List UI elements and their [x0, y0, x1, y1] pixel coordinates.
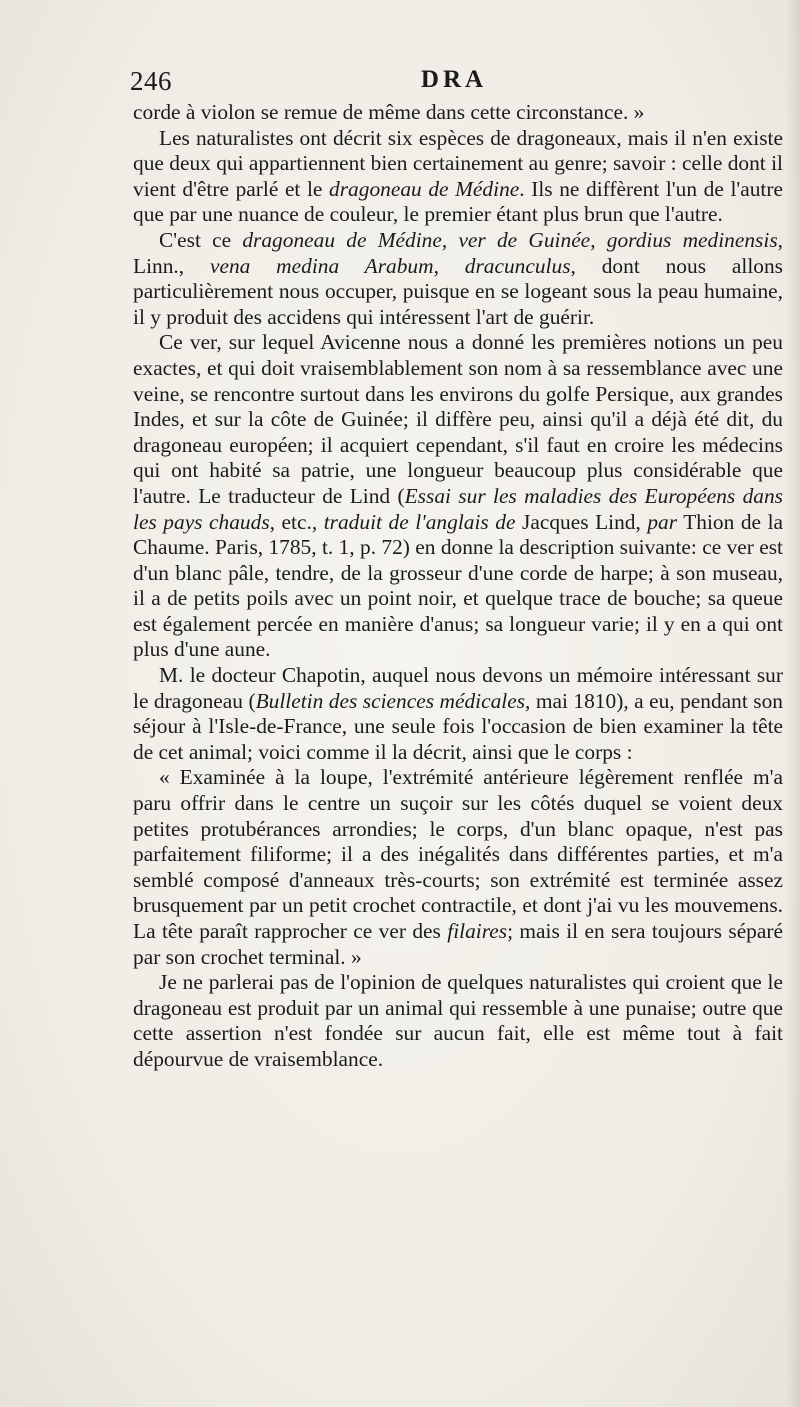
italic-text: ver de Guinée [458, 227, 591, 252]
paragraph [133, 126, 783, 228]
italic-text: dracunculus [464, 253, 571, 278]
text-run: Les naturalistes ont décrit six espèces de dragoneaux, mais il n'en existe que deux qui appartiennent bien certainement au genre; savoir : celle dont il vient d'être parlé et le [133, 125, 783, 201]
text-run: Thion de la Chaume. Paris, 1785, t. 1, p. 72) en donne la description suivante: ce ver est d'un blanc pâle, tendre, de la grosseur d'une corde de harpe; à son museau, il a de petits poils avec un point noir, et quelque trace de bouche; sa queue est également percée en manière d'anus; sa longueur varie; il y en a qui ont plus d'une aune. [133, 509, 784, 662]
page-number: 246 [130, 66, 172, 96]
text-run: corde à violon se remue de même dans cette circonstance. » [133, 100, 645, 124]
italic-text: traduit de l'anglais de [323, 509, 516, 534]
paragraph [133, 228, 783, 330]
text-run: , [590, 227, 607, 252]
italic-text: Bulletin des sciences médicales [255, 688, 526, 713]
text-run: , dont nous allons particulièrement nous occuper, puisque en se logeant sous la peau humaine, il y produit des accidens qui intéressent l'art de guérir. [133, 253, 783, 329]
text-run: , mai 1810), a eu, pendant son séjour à l'Isle-de-France, une seule fois l'occasion de bien examiner la tête de cet animal; voici comme il la décrit, ainsi que le corps : [133, 688, 784, 764]
paragraph [133, 970, 783, 1072]
italic-text: gordius medinensis [606, 227, 778, 252]
text-run: Jacques Lind, [515, 509, 648, 534]
text-run: C'est ce [159, 227, 243, 252]
text-run: Je ne parlerai pas de l'opinion de quelques naturalistes qui croient que le dragoneau est produit par un animal qui ressemble à une punaise; outre que cette assertion n'est fondée sur aucun fait, elle est même tout à fait dépourvue de vraisemblance. [133, 970, 783, 1071]
text-run: , Linn., [133, 227, 784, 278]
paragraph [133, 663, 783, 765]
text-run: , [441, 227, 459, 252]
text-run: ; mais il en sera toujours séparé par son crochet terminal. » [133, 919, 783, 969]
text-run: . Ils ne diffèrent l'un de l'autre que par une nuance de couleur, le premier étant plus brun que l'autre. [133, 176, 783, 227]
paragraph [133, 330, 783, 663]
page-edge-shadow [786, 0, 800, 1407]
running-head [130, 66, 778, 102]
paragraph [133, 765, 783, 970]
text-run: « Examinée à la loupe, l'extrémité antérieure légèrement renflée m'a paru offrir dans le centre un suçoir sur les côtés duquel se voient deux petites protubérances arrondies; le corps, d'un blanc opaque, n'est pas parfaitement filiforme; il a des inégalités dans différentes parties, et m'a semblé composé d'anneaux très-courts; son extrémité est terminée assez brusquement par un petit crochet contractile, et dont j'ai vu les mouvemens. La tête paraît rapprocher ce ver des [133, 765, 783, 943]
text-run: M. le docteur Chapotin, auquel nous devons un mémoire intéressant sur le dragoneau ( [133, 663, 783, 713]
paragraph [133, 100, 783, 126]
italic-text: vena medina Arabum [209, 253, 434, 278]
text-run: , etc., [269, 509, 324, 534]
body-text [133, 100, 783, 1073]
text-run: Ce ver, sur lequel Avicenne nous a donné les premières notions un peu exactes, et qui doit vraisemblablement son nom à sa ressemblance avec une veine, se rencontre surtout dans les environs du golfe Persique, aux grandes Indes, et sur la côte de Guinée; il diffère peu, ainsi qu'il a déjà été dit, du dragoneau européen; il acquiert cependant, s'il faut en croire les médecins qui ont habité sa patrie, une longueur beaucoup plus considérable que l'autre. Le traducteur de Lind ( [133, 330, 783, 508]
italic-text: Essai sur les maladies des Européens dans les pays chauds [133, 483, 783, 534]
text-run: , [433, 253, 465, 278]
italic-text: dragoneau de Médine [242, 227, 442, 252]
running-title: DRA [420, 66, 488, 93]
italic-text: par [647, 509, 678, 534]
italic-text: dragoneau de Médine [329, 176, 520, 201]
italic-text: filaires [447, 919, 508, 943]
